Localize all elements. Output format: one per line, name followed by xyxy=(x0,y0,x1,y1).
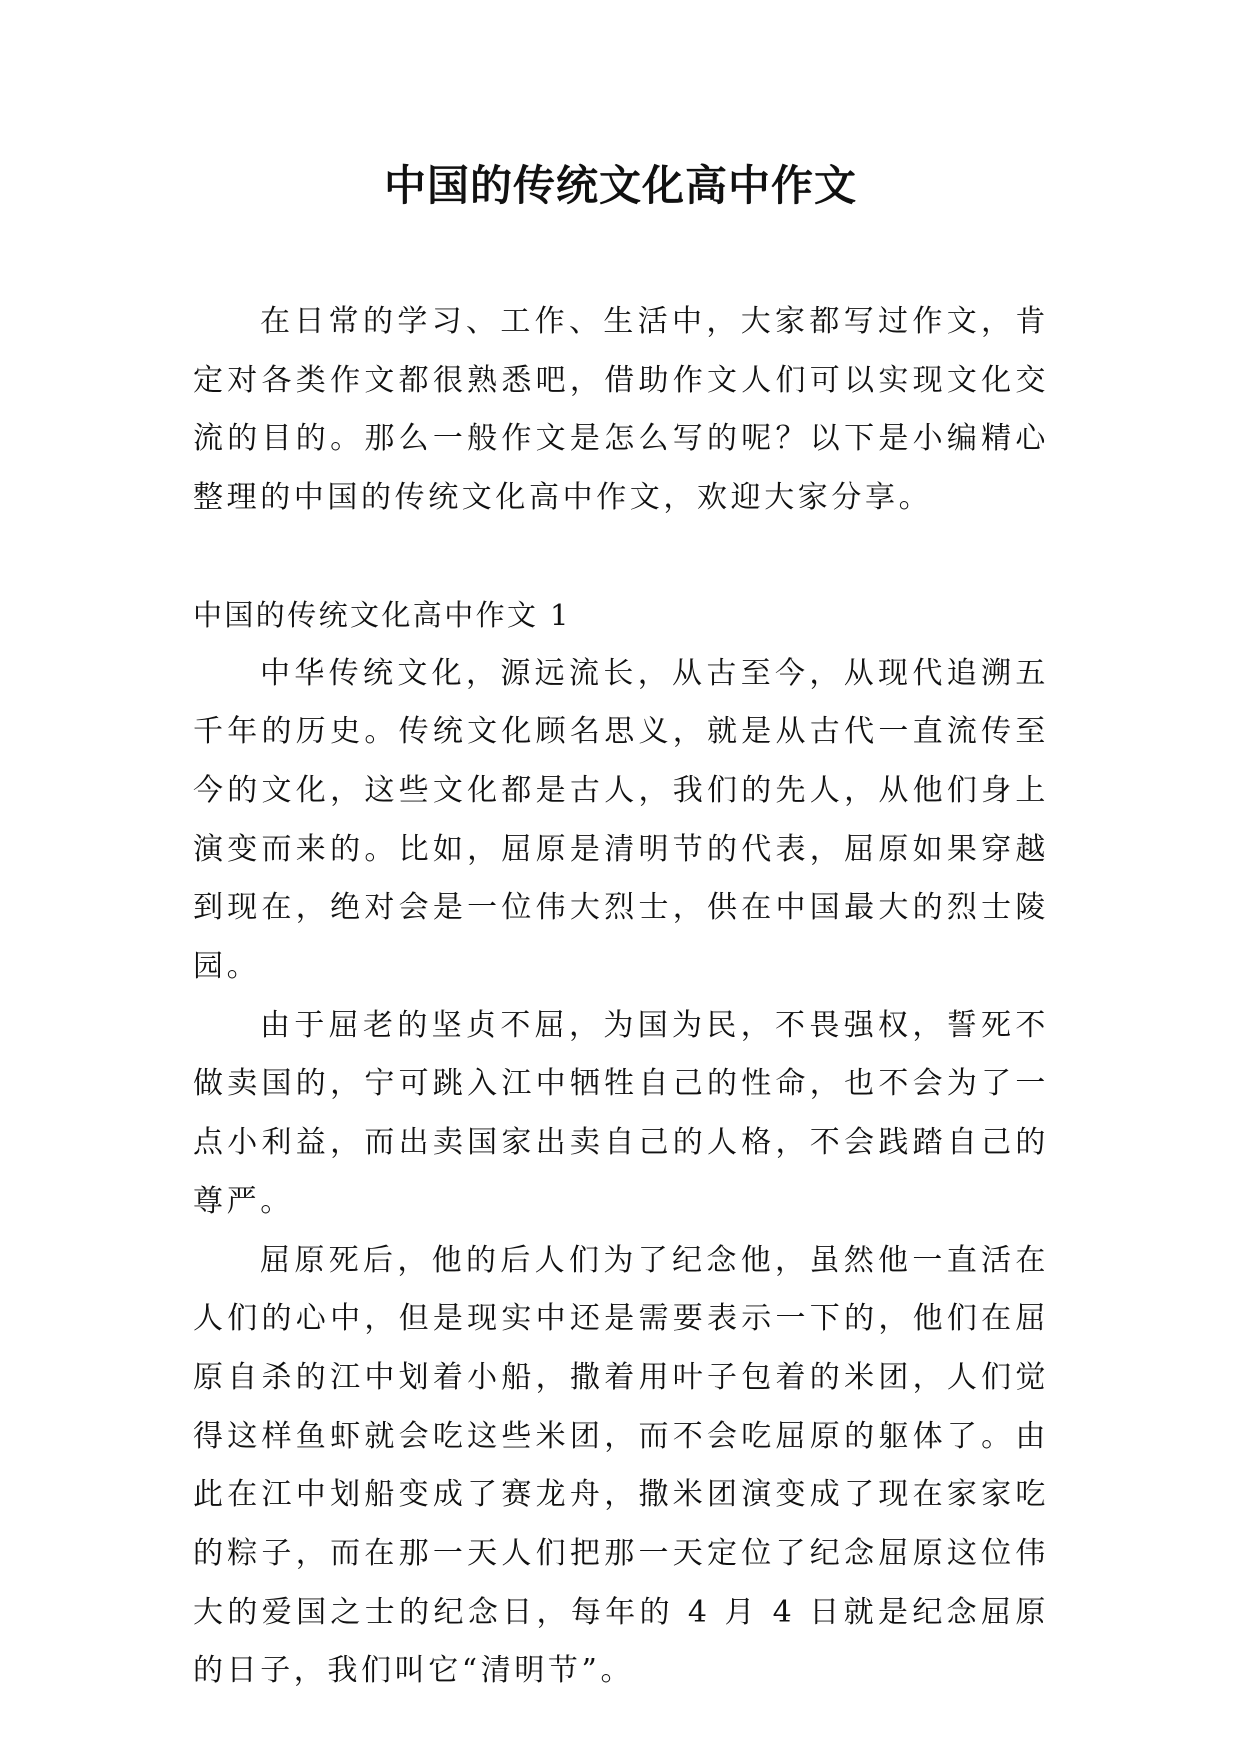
intro-paragraph: 在日常的学习、工作、生活中，大家都写过作文，肯定对各类作文都很熟悉吧，借助作文人们可以实现文化交流的目的。那么一般作文是怎么写的呢？以下是小编精心整理的中国的传统文化高中作文，欢迎大家分享。 xyxy=(193,304,1049,516)
body-paragraph-2: 由于屈老的坚贞不屈，为国为民，不畏强权，誓死不做卖国的，宁可跳入江中牺牲自己的性命，也不会为了一点小利益，而出卖国家出卖自己的人格，不会践踏自己的尊严。 xyxy=(193,1007,1049,1219)
body-paragraph-3: 屈原死后，他的后人们为了纪念他，虽然他一直活在人们的心中，但是现实中还是需要表示一下的，他们在屈原自杀的江中划着小船，撒着用叶子包着的米团，人们觉得这样鱼虾就会吃这些米团，而不会吃屈原的躯体了。由此在江中划船变成了赛龙舟，撒米团演变成了现在家家吃的粽子，而在那一天人们把那一天定位了纪念屈原这位伟大的爱国之士的纪念日，每年的 4 月 4 日就是纪念屈原的日子，我们叫它“清明节”。 xyxy=(193,1242,1049,1689)
document-title: 中国的传统文化高中作文 xyxy=(383,161,857,210)
body-paragraph-1: 中华传统文化，源远流长，从古至今，从现代追溯五千年的历史。传统文化顾名思义，就是从古代一直流传至今的文化，这些文化都是古人，我们的先人，从他们身上演变而来的。比如，屈原是清明节的代表，屈原如果穿越到现在，绝对会是一位伟大烈士，供在中国最大的烈士陵园。 xyxy=(193,655,1049,985)
document-body xyxy=(193,293,1049,1701)
section-gap xyxy=(193,528,1049,586)
section-heading: 中国的传统文化高中作文 1 xyxy=(193,597,571,632)
